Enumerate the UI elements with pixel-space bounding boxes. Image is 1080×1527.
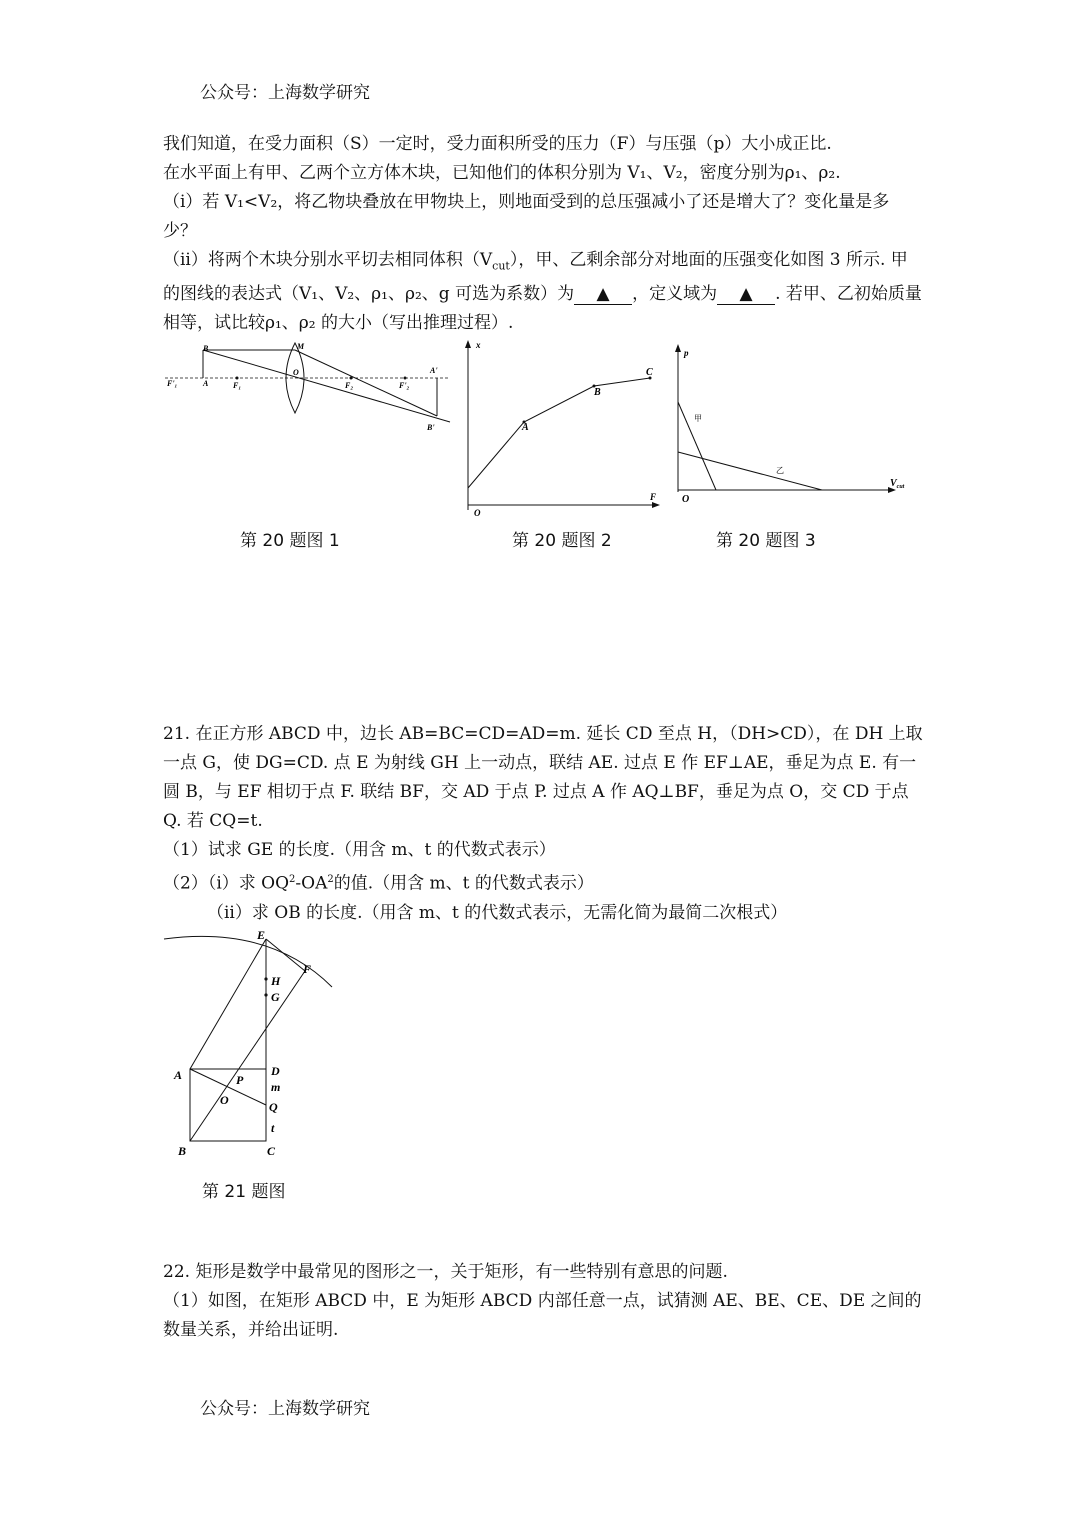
q20-figure-3 — [672, 342, 917, 507]
q21-sub-2i: （2）（i）求 $OQ^2-OA^2$的值.（用含 m、t 的代数式表示） — [163, 873, 594, 894]
fig2-label-F: F — [650, 492, 657, 502]
q20-text — [163, 130, 923, 338]
fig21-label-E: E — [257, 928, 266, 942]
fig2-label-O: O — [474, 508, 481, 518]
fig3-label-O: O — [682, 494, 690, 505]
fig1-label-Bp: B' — [427, 423, 435, 432]
page-header: 公众号：上海数学研究 — [200, 83, 370, 103]
q20-caption-2: 第 20 题图 2 — [512, 531, 612, 551]
q20-caption-1: 第 20 题图 1 — [240, 531, 340, 551]
answer-blank-1: ▲ — [574, 284, 632, 305]
q21-statement: 21. 在正方形 ABCD 中，边长 AB=BC=CD=AD=m. 延长 CD 至点 H，（DH>CD），在 DH 上取一点 G，使 DG=CD. 点 E 为射线 GH 上一动点，联结 AE. 过点 E 作 EF⊥AE，垂足为点 E. 有一圆 B，与 EF 相切于点 F. 联结 BF，交 AD 于点 P. 过点 A 作 AQ⊥BF，垂足为点 O，交 CD 于点 Q. 若 CQ=t. — [163, 724, 923, 831]
fig21-label-P: P — [236, 1073, 244, 1087]
fig21-label-B: B — [178, 1144, 187, 1158]
fig2-label-A: A — [522, 422, 529, 433]
q21-sub-1: （1）试求 GE 的长度.（用含 m、t 的代数式表示） — [163, 840, 556, 860]
fig1-label-M: M — [297, 342, 305, 351]
q20-figure-2 — [460, 338, 665, 518]
fig1-label-F2: F₂ — [345, 381, 354, 390]
fig3-label-V: $V_{cut}$ — [890, 478, 905, 490]
fig1-label-A: A — [203, 379, 209, 388]
fig21-label-C: C — [267, 1144, 276, 1158]
q20-line-2: 在水平面上有甲、乙两个立方体木块，已知他们的体积分别为 V₁、V₂，密度分别为ρ₁、ρ₂. — [163, 163, 841, 183]
fig21-label-G: G — [271, 990, 280, 1004]
q20-figure-1 — [165, 340, 455, 440]
q20-part-i: （i）若 V₁<V₂，将乙物块叠放在甲物块上，则地面受到的总压强减小了还是增大了？变化量是多少？ — [163, 192, 890, 241]
q22-line-1: 22. 矩形是数学中最常见的图形之一，关于矩形，有一些特别有意思的问题. — [163, 1262, 728, 1282]
fig3-label-yi: 乙 — [776, 466, 784, 475]
fig1-label-F2p: F'₂ — [399, 381, 410, 390]
fig21-label-A: A — [174, 1068, 183, 1082]
fig21-label-Q: Q — [269, 1100, 278, 1114]
q20-part-ii: （ii）将两个木块分别水平切去相同体积$(V_{cut})$，甲、乙剩余部分对地面的压强变化如图 3 所示. 甲的图线的表达式（V₁、V₂、ρ₁、ρ₂、g 可选为系数）为 ▲ ，定义域为 ▲ . 若甲、乙初始质量相等，试比较ρ₁、ρ₂ 的大小（写出推理过程）. — [163, 250, 922, 334]
q20-caption-3: 第 20 题图 3 — [716, 531, 816, 551]
fig21-label-t: t — [271, 1121, 275, 1135]
fig1-label-O: O — [293, 368, 299, 377]
q21-figure — [160, 925, 340, 1165]
fig2-label-C: C — [646, 367, 653, 378]
fig21-label-m: m — [271, 1080, 281, 1094]
fig1-label-F1p: F'₁ — [167, 379, 178, 388]
q22-line-2: （1）如图，在矩形 ABCD 中，E 为矩形 ABCD 内部任意一点，试猜测 AE、BE、CE、DE 之间的数量关系，并给出证明. — [163, 1291, 922, 1340]
fig21-label-D: D — [271, 1064, 280, 1078]
answer-blank-2: ▲ — [717, 284, 775, 305]
q20-line-1: 我们知道，在受力面积（S）一定时，受力面积所受的压力（F）与压强（p）大小成正比. — [163, 134, 832, 154]
fig21-label-F: F — [303, 962, 312, 976]
fig3-label-jia: 甲 — [694, 414, 702, 423]
q21-sub-2ii: （ii）求 OB 的长度.（用含 m、t 的代数式表示，无需化简为最简二次根式） — [207, 902, 788, 923]
page-footer: 公众号：上海数学研究 — [200, 1399, 370, 1419]
fig1-label-B: B — [203, 344, 209, 353]
fig21-label-O: O — [220, 1093, 229, 1107]
q22-text — [163, 1258, 923, 1345]
fig21-label-H: H — [271, 974, 281, 988]
fig2-label-B: B — [594, 387, 601, 398]
fig1-label-F1: F₁ — [233, 381, 242, 390]
fig2-label-x: x — [476, 340, 481, 350]
q21-caption: 第 21 题图 — [202, 1182, 286, 1202]
fig1-label-Ap: A' — [430, 366, 438, 375]
q21-text — [163, 720, 923, 928]
fig3-label-p: p — [684, 348, 689, 358]
